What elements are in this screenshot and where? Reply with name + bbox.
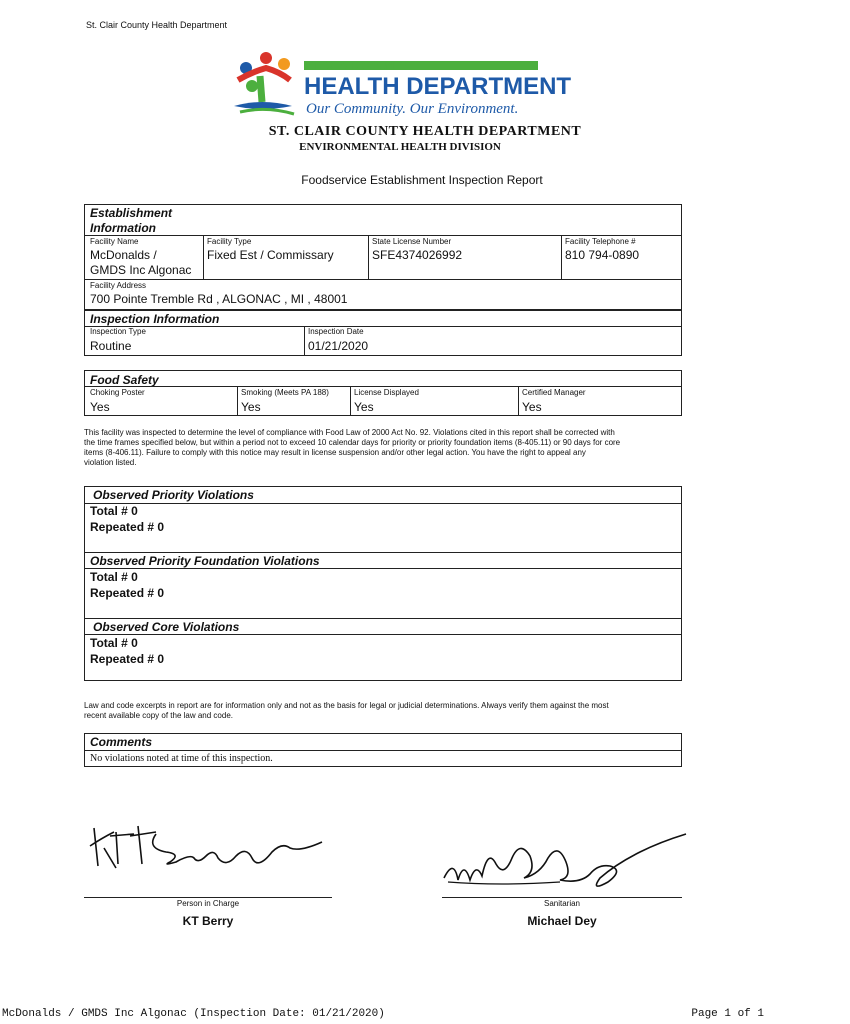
facility-name-line2: GMDS Inc Algonac: [90, 263, 192, 277]
footer-facility-date: McDonalds / GMDS Inc Algonac (Inspection Date: 01/21/2020): [2, 1008, 385, 1020]
page-title: ST. CLAIR COUNTY HEALTH DEPARTMENT: [268, 124, 582, 139]
department-logo: [232, 50, 572, 122]
choking-label: Choking Poster: [90, 388, 145, 397]
logo-graphic: [232, 50, 572, 122]
priority-violations-title: Observed Priority Violations: [93, 488, 254, 502]
foundation-repeated: Repeated # 0: [90, 586, 165, 600]
logo-tagline: Our Community. Our Environment.: [306, 101, 519, 117]
certified-manager-value: Yes: [522, 400, 542, 414]
sanitarian-name: Michael Dey: [527, 914, 597, 928]
priority-repeated: Repeated # 0: [90, 520, 165, 534]
address-label: Facility Address: [90, 281, 147, 290]
sanitarian-label: Sanitarian: [543, 899, 581, 908]
address-value: 700 Pointe Tremble Rd , ALGONAC , MI , 48001: [90, 292, 348, 306]
facility-type-value: Fixed Est / Commissary: [207, 248, 334, 262]
comments-text: No violations noted at time of this inspection.: [90, 753, 273, 764]
person-in-charge-name: KT Berry: [182, 914, 234, 928]
license-displayed-label: License Displayed: [354, 388, 419, 397]
facility-type-label: Facility Type: [207, 237, 252, 246]
sanitarian-signature: [440, 828, 690, 898]
inspection-type-value: Routine: [90, 339, 132, 353]
facility-name-label: Facility Name: [90, 237, 139, 246]
priority-total: Total # 0: [90, 504, 138, 518]
report-title: Foodservice Establishment Inspection Report: [301, 173, 543, 187]
inspection-type-label: Inspection Type: [90, 327, 146, 336]
license-value: SFE4374026992: [372, 248, 463, 262]
establishment-box: [84, 204, 682, 356]
core-total: Total # 0: [90, 636, 138, 650]
logo-dept-text: HEALTH DEPARTMENT: [304, 73, 572, 100]
logo-county-text: ST. CLAIR COUNTY: [306, 60, 409, 72]
license-label: State License Number: [372, 237, 452, 246]
foundation-total: Total # 0: [90, 570, 138, 584]
choking-value: Yes: [90, 400, 110, 414]
header-department-name: St. Clair County Health Department: [86, 20, 228, 30]
inspection-date-value: 01/21/2020: [308, 339, 369, 353]
smoking-label: Smoking (Meets PA 188): [241, 388, 329, 397]
comments-title: Comments: [90, 735, 153, 749]
certified-manager-label: Certified Manager: [522, 388, 586, 397]
facility-name-line1: McDonalds /: [90, 248, 157, 262]
establishment-title-2: Information: [90, 221, 156, 235]
footer-page-number: Page 1 of 1: [691, 1008, 764, 1020]
phone-label: Facility Telephone #: [565, 237, 636, 246]
establishment-title-1: Establishment: [90, 206, 173, 220]
legal-disclaimer: Law and code excerpts in report are for information only and not as the basis for legal or judicial determinations. Always verify them against the most recent available copy of the law and code.: [84, 701, 609, 720]
division-title: ENVIRONMENTAL HEALTH DIVISION: [299, 141, 501, 153]
foundation-violations-title: Observed Priority Foundation Violations: [90, 554, 320, 568]
food-safety-title: Food Safety: [90, 373, 159, 387]
core-repeated: Repeated # 0: [90, 652, 165, 666]
license-displayed-value: Yes: [354, 400, 374, 414]
phone-value: 810 794-0890: [565, 248, 640, 262]
person-in-charge-label: Person in Charge: [176, 899, 240, 908]
inspection-title: Inspection Information: [90, 312, 220, 326]
smoking-value: Yes: [241, 400, 261, 414]
person-in-charge-signature: [86, 818, 336, 878]
compliance-notice: This facility was inspected to determine the level of compliance with Food Law of 2000 Act No. 92. Violations cited in this report shall be corrected with the time frames specified below, but within a period not to exceed 10 calendar days for priority or priority foundation items (8-405.11) or 90 days for core items (8-406.11). Failure to comply with this notice may result in license suspension and/or other legal action. You have the right to appeal any violation listed.: [84, 428, 621, 467]
inspection-date-label: Inspection Date: [308, 327, 364, 336]
violations-box: [84, 486, 682, 681]
core-violations-title: Observed Core Violations: [93, 620, 240, 634]
